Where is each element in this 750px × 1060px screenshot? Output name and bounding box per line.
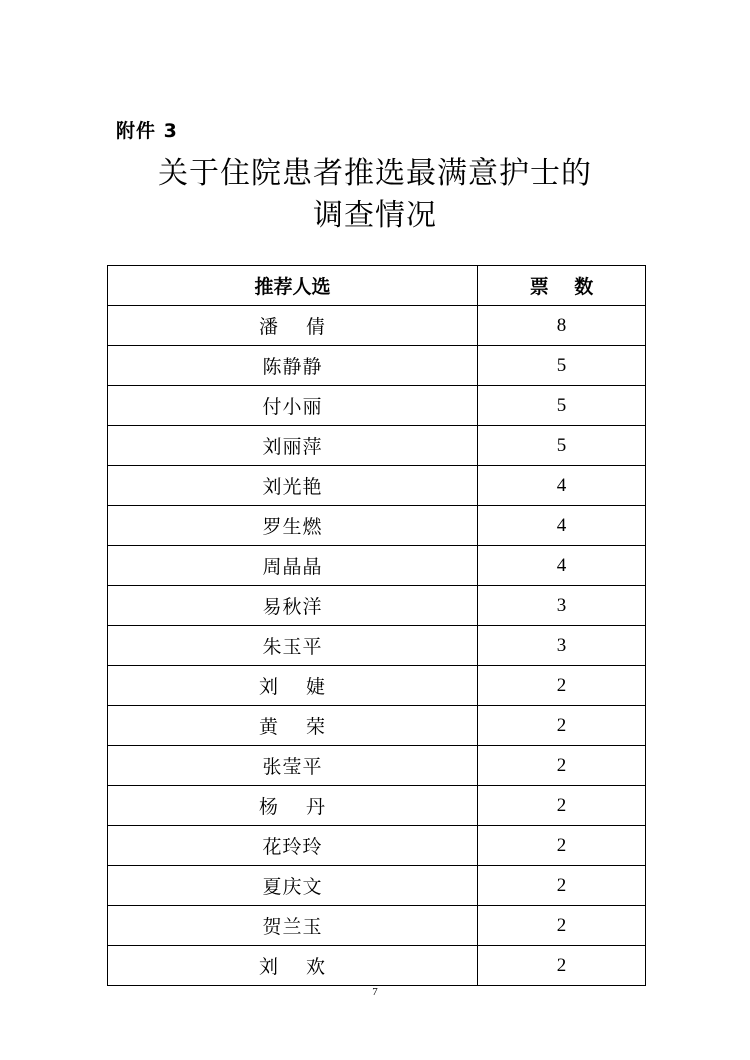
candidate-name: 黄 荣	[108, 706, 478, 746]
header-votes: 票 数	[478, 266, 646, 306]
table-row	[108, 946, 646, 986]
vote-count: 5	[478, 346, 646, 386]
candidate-name: 罗生燃	[108, 506, 478, 546]
vote-count: 8	[478, 306, 646, 346]
candidate-name: 刘 欢	[108, 946, 478, 986]
document-title-line-2: 调查情况	[313, 198, 437, 233]
candidate-name: 陈静静	[108, 346, 478, 386]
candidate-name: 刘光艳	[108, 466, 478, 506]
vote-count: 5	[478, 386, 646, 426]
table-row	[108, 786, 646, 826]
table-row	[108, 466, 646, 506]
table-body	[108, 306, 646, 986]
table-row	[108, 506, 646, 546]
page-number: 7	[372, 986, 378, 998]
table-row	[108, 586, 646, 626]
vote-count: 3	[478, 586, 646, 626]
attachment-label: 附件 3	[116, 120, 178, 142]
table-row	[108, 426, 646, 466]
table-row	[108, 866, 646, 906]
vote-count: 4	[478, 506, 646, 546]
table-row	[108, 386, 646, 426]
table-row	[108, 666, 646, 706]
table-row	[108, 706, 646, 746]
header-candidate: 推荐人选	[108, 266, 478, 306]
candidate-name: 张莹平	[108, 746, 478, 786]
table-row	[108, 626, 646, 666]
vote-results-table	[107, 265, 646, 986]
candidate-name: 潘 倩	[108, 306, 478, 346]
table-row	[108, 746, 646, 786]
candidate-name: 贺兰玉	[108, 906, 478, 946]
vote-count: 2	[478, 866, 646, 906]
candidate-name: 朱玉平	[108, 626, 478, 666]
candidate-name: 刘丽萍	[108, 426, 478, 466]
vote-count: 2	[478, 826, 646, 866]
vote-count: 2	[478, 946, 646, 986]
candidate-name: 夏庆文	[108, 866, 478, 906]
table-header-row	[108, 266, 646, 306]
vote-count: 2	[478, 706, 646, 746]
candidate-name: 易秋洋	[108, 586, 478, 626]
vote-count: 4	[478, 466, 646, 506]
candidate-name: 周晶晶	[108, 546, 478, 586]
table-row	[108, 826, 646, 866]
document-title-line-1: 关于住院患者推选最满意护士的	[158, 156, 592, 191]
vote-count: 3	[478, 626, 646, 666]
candidate-name: 付小丽	[108, 386, 478, 426]
vote-count: 4	[478, 546, 646, 586]
vote-count: 2	[478, 786, 646, 826]
candidate-name: 刘 婕	[108, 666, 478, 706]
vote-count: 2	[478, 666, 646, 706]
candidate-name: 杨 丹	[108, 786, 478, 826]
candidate-name: 花玲玲	[108, 826, 478, 866]
vote-count: 2	[478, 746, 646, 786]
table-row	[108, 346, 646, 386]
vote-count: 2	[478, 906, 646, 946]
vote-count: 5	[478, 426, 646, 466]
table-row	[108, 546, 646, 586]
table-row	[108, 306, 646, 346]
table-row	[108, 906, 646, 946]
